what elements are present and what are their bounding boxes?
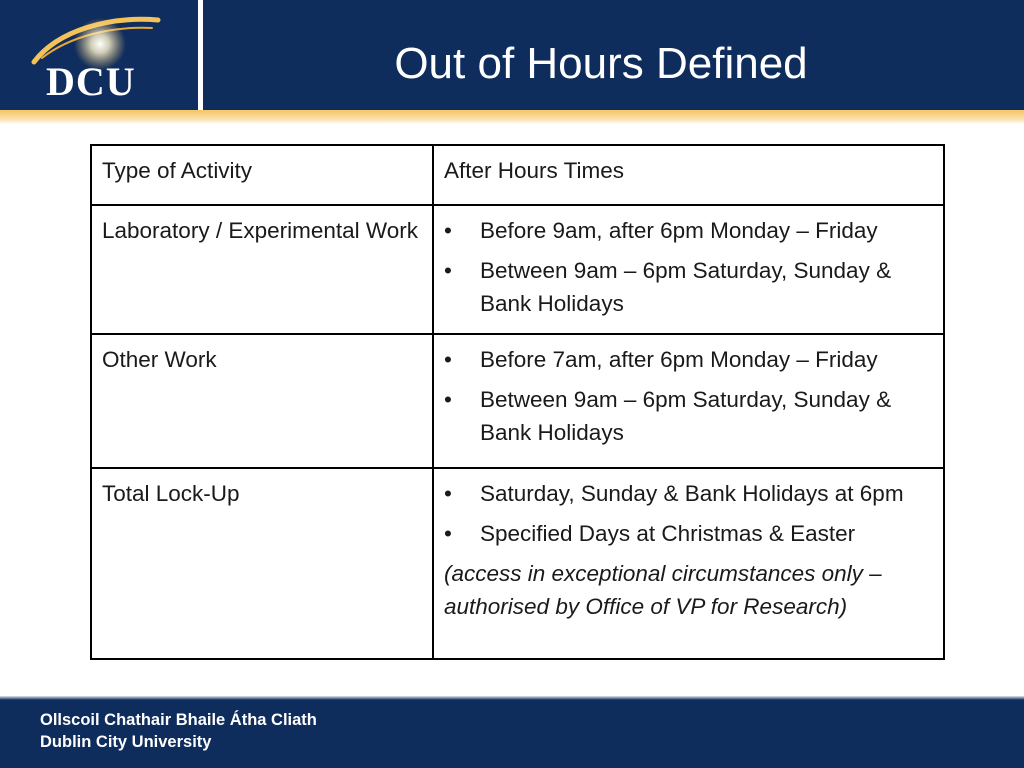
times-cell [433,334,944,468]
list-item [444,214,933,247]
bullet-icon: • [444,521,452,546]
activity-cell: Other Work [91,334,433,468]
list-item [444,343,933,376]
activity-cell: Laboratory / Experimental Work [91,205,433,334]
time-text: Saturday, Sunday & Bank Holidays at 6pm [480,481,904,506]
activity-cell: Total Lock-Up [91,468,433,659]
time-text: Specified Days at Christmas & Easter [480,521,856,546]
bullet-icon: • [444,347,452,372]
time-text: Before 7am, after 6pm Monday – Friday [480,347,878,372]
times-list [444,214,933,320]
list-item [444,383,933,449]
time-text: Between 9am – 6pm Saturday, Sunday & Bank Holidays [480,387,892,445]
table-row [91,334,944,468]
page-title: Out of Hours Defined [394,39,808,88]
table-row [91,205,944,334]
logo-area [0,0,198,110]
logo-text: DCU [46,59,136,104]
list-item [444,477,933,510]
bullet-icon: • [444,258,452,283]
times-cell [433,468,944,659]
list-item [444,517,933,550]
time-text: Between 9am – 6pm Saturday, Sunday & Bank Holidays [480,258,892,316]
table-row [91,468,944,659]
times-list [444,343,933,449]
bullet-icon: • [444,481,452,506]
access-note: (access in exceptional circumstances only – authorised by Office of VP for Research) [444,561,882,619]
bullet-icon: • [444,387,452,412]
header-cell-activity: Type of Activity [91,145,433,205]
times-cell [433,205,944,334]
table-header-row [91,145,944,205]
list-item [444,254,933,320]
out-of-hours-table [90,144,945,660]
bullet-icon: • [444,218,452,243]
footer-english-name: Dublin City University [40,733,212,751]
footer-irish-name: Ollscoil Chathair Bhaile Átha Cliath [40,711,317,729]
header-cell-times: After Hours Times [433,145,944,205]
gold-band [0,110,1024,124]
time-text: Before 9am, after 6pm Monday – Friday [480,218,878,243]
times-list [444,477,933,550]
